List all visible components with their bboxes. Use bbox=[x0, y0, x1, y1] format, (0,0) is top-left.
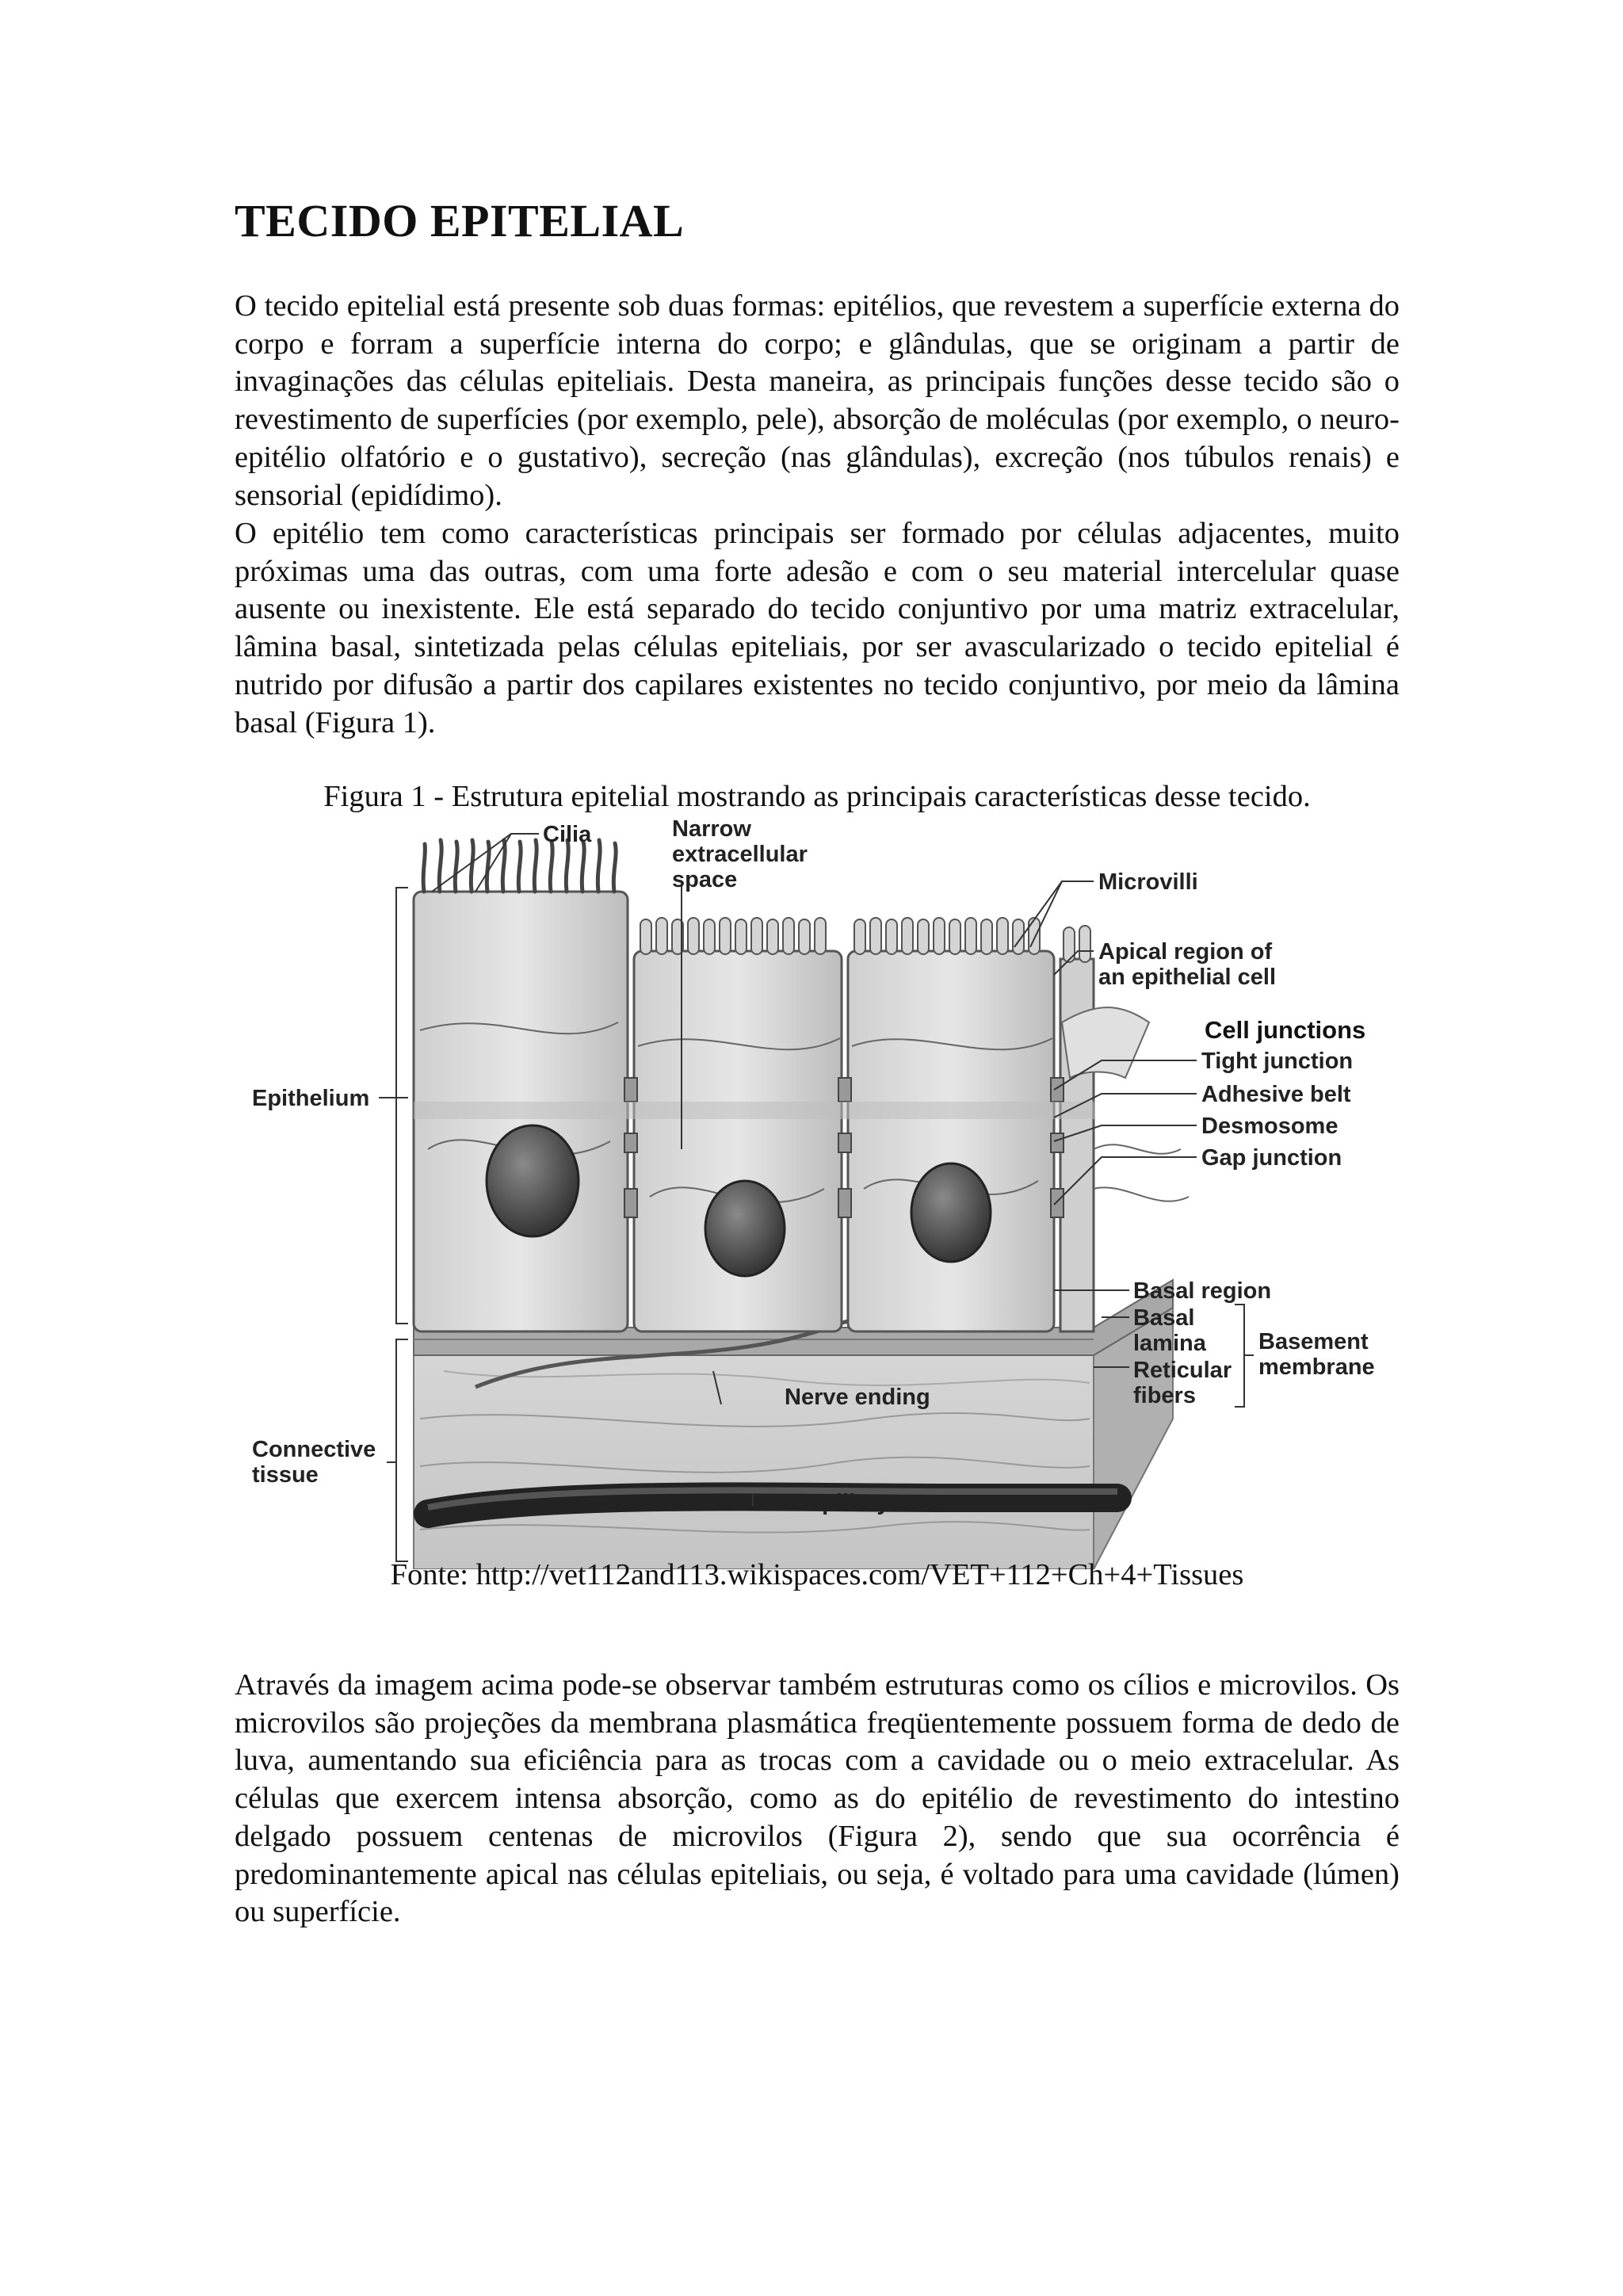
label-apical-1: Apical region of bbox=[1098, 939, 1273, 965]
page-title: TECIDO EPITELIAL bbox=[235, 195, 685, 246]
label-gap-junction: Gap junction bbox=[1201, 1145, 1342, 1171]
label-basal-lamina-2: lamina bbox=[1133, 1331, 1206, 1356]
label-desmosome: Desmosome bbox=[1201, 1114, 1338, 1139]
label-tight-junction: Tight junction bbox=[1201, 1049, 1354, 1074]
label-adhesive-belt: Adhesive belt bbox=[1201, 1082, 1351, 1107]
label-nerve-ending: Nerve ending bbox=[785, 1385, 930, 1410]
label-apical-2: an epithelial cell bbox=[1098, 965, 1277, 990]
label-basement-2: membrane bbox=[1258, 1354, 1375, 1380]
label-capillary: Capillary bbox=[792, 1490, 890, 1515]
label-narrow-2: extracellular bbox=[672, 842, 808, 867]
label-cilia: Cilia bbox=[543, 822, 592, 847]
cilia bbox=[423, 840, 616, 892]
label-narrow-1: Narrow bbox=[672, 816, 751, 842]
label-narrow-3: space bbox=[672, 867, 738, 892]
figure-source: Fonte: http://vet112and113.wikispaces.com/VET+112+Ch+4+Tissues bbox=[390, 1558, 1244, 1591]
paragraph-characteristics: O epitélio tem como características principais ser formado por células adjacentes, muito próximas uma das outras, com uma forte adesão e com o seu material intercelular quase ausente ou inexistente. Ele está separado do tecido conjuntivo por uma matriz extracelular, lâmina basal, sintetizada pelas células epiteliais, por ser avascularizado o tecido epitelial é nutrido por difusão a partir dos capilares existentes no tecido conjuntivo, por meio da lâmina basal (Figura 1). bbox=[235, 517, 1400, 739]
label-epithelium: Epithelium bbox=[252, 1086, 370, 1111]
label-basal-region: Basal region bbox=[1133, 1278, 1272, 1304]
adhesive-belt-band bbox=[414, 1102, 1095, 1119]
label-reticular-1: Reticular bbox=[1133, 1358, 1232, 1383]
capillary bbox=[428, 1490, 1117, 1514]
paragraph-microvilli: Através da imagem acima pode-se observar também estruturas como os cílios e microvilos. Os microvilos são projeções da membrana plasmática freqüentemente possuem forma de dedo de luva, aumentando sua eficiência para as trocas com a cavidade ou o meio extracelular. As células que exercem intensa absorção, como as do epitélio de revestimento do intestino delgado possuem centenas de microvilos (Figura 2), sendo que sua ocorrência é predominantemente apical nas células epiteliais, ou seja, é voltado para uma cavidade (lúmen) ou superfície. bbox=[235, 1668, 1400, 1929]
label-reticular-2: fibers bbox=[1133, 1383, 1196, 1408]
epithelial-structure-figure bbox=[238, 816, 1419, 1569]
label-cell-junctions: Cell junctions bbox=[1205, 1016, 1366, 1044]
paragraph-intro: O tecido epitelial está presente sob duas formas: epitélios, que revestem a superfície externa do corpo e forram a superfície interna do corpo; e glândulas, que se originam a partir de invaginações das células epiteliais. Desta maneira, as principais funções desse tecido são o revestimento de superfícies (por exemplo, pele), absorção de moléculas (por exemplo, o neuro-epitélio olfatório e o gustativo), secreção (nas glândulas), excreção (nos túbulos renais) e sensorial (epidídimo). bbox=[235, 289, 1400, 512]
label-microvilli: Microvilli bbox=[1098, 869, 1198, 895]
figure-caption: Figura 1 - Estrutura epitelial mostrando as principais características desse tecido. bbox=[323, 780, 1311, 813]
label-connective-1: Connective bbox=[252, 1437, 376, 1462]
epithelium-diagram bbox=[238, 816, 1419, 1569]
label-basal-lamina-1: Basal bbox=[1133, 1305, 1195, 1331]
label-connective-2: tissue bbox=[252, 1462, 319, 1488]
label-basement-1: Basement bbox=[1258, 1329, 1369, 1354]
